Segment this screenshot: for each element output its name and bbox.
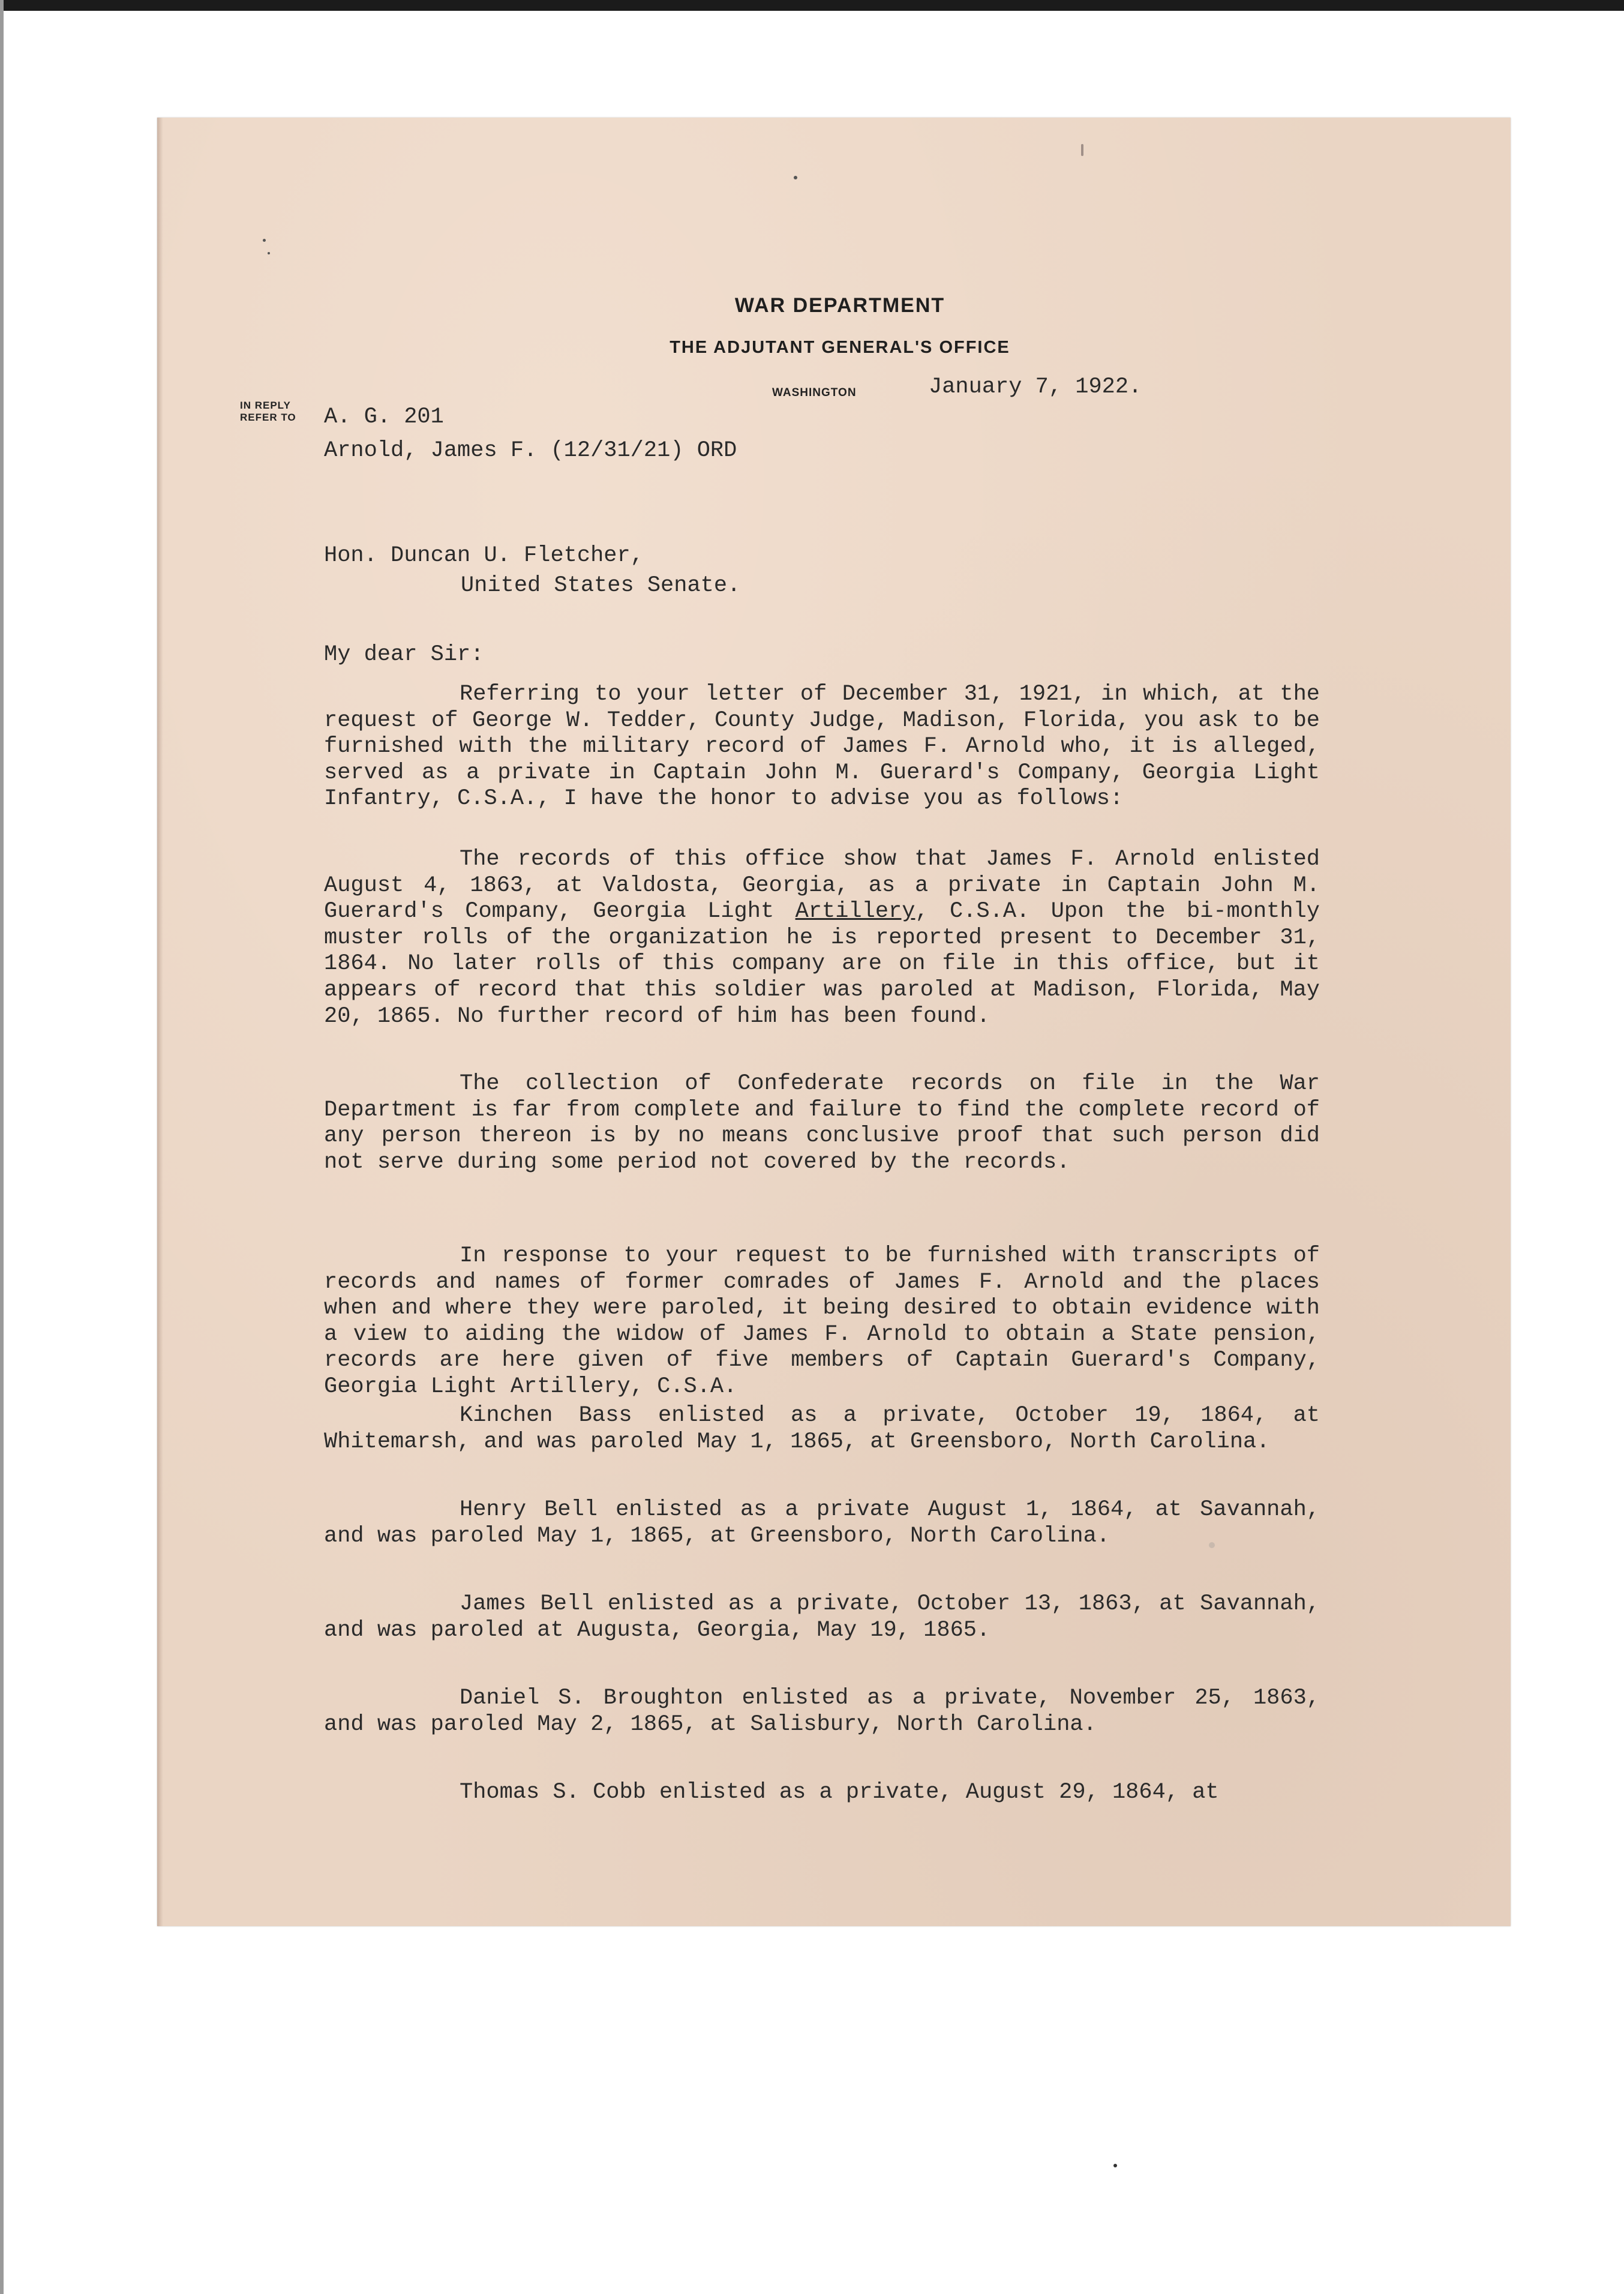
letterhead-city: WASHINGTON [772,386,857,399]
scan-top-border [0,0,1624,11]
paper-mark [1081,144,1083,156]
paragraph-5 [324,1403,1320,1455]
reference-subject: Arnold, James F. (12/31/21) ORD [324,438,737,463]
paragraph-1-text: Referring to your letter of December 31, 1921, in which, at the request of George W. Tedder, County Judge, Madison, Florida, you ask to be furnished with the military record of James F. Arnold who, it is alleged, served as a private in Captain John M. Guerard's Company, Georgia Light Infantry, C.S.A., I have the honor to advise you as follows: [324,682,1320,812]
addressee-name: Hon. Duncan U. Fletcher, [324,543,644,568]
letterhead-office: THE ADJUTANT GENERAL'S OFFICE [670,338,1010,357]
paragraph-3 [324,1071,1320,1176]
paragraph-8-text: Daniel S. Broughton enlisted as a private, November 25, 1863, and was paroled May 2, 1865, at Salisbury, North Carolina. [324,1686,1320,1737]
paragraph-4-text: In response to your request to be furnished with transcripts of records and names of former comrades of James F. Arnold and the places when and where they were paroled, it being desired to obtain evidence with a view to aiding the widow of James F. Arnold to obtain a State pension, records are here given of five members of Captain Guerard's Company, Georgia Light Artillery, C.S.A. [324,1243,1320,1399]
paper-speck [268,252,270,254]
paragraph-2 [324,847,1320,1030]
paper-speck [794,176,797,179]
paragraph-6-text: Henry Bell enlisted as a private August 1, 1864, at Savannah, and was paroled May 1, 1865, at Greensboro, North Carolina. [324,1497,1320,1549]
paragraph-3-text: The collection of Confederate records on file in the War Department is far from complete and failure to find the complete record of any person thereon is by no means conclusive proof that such person did not serve during some period not covered by the records. [324,1071,1320,1175]
paragraph-6 [324,1497,1320,1549]
page-speck [1113,2164,1117,2167]
reference-number: A. G. 201 [324,404,444,430]
paragraph-2-text: The records of this office show that James F. Arnold enlisted August 4, 1863, at Valdosta, Georgia, as a private in Captain John M. Guerard's Company, Georgia Light [324,847,1320,925]
paragraph-7 [324,1591,1320,1644]
salutation: My dear Sir: [324,642,484,667]
paper-left-shade [157,118,163,1926]
addressee-institution: United States Senate. [461,573,741,598]
paragraph-8 [324,1686,1320,1738]
refer-label-refer-to: REFER TO [240,412,296,423]
paragraph-1 [324,682,1320,812]
paper-speck [263,239,266,242]
paragraph-2-underlined-word: Artillery [795,899,915,925]
paragraph-7-text: James Bell enlisted as a private, October 13, 1863, at Savannah, and was paroled at Augusta, Georgia, May 19, 1865. [324,1591,1320,1643]
paragraph-4 [324,1243,1320,1401]
letter-date: January 7, 1922. [929,374,1142,400]
paragraph-9-text: Thomas S. Cobb enlisted as a private, August 29, 1864, at [460,1780,1219,1805]
letterhead-department: WAR DEPARTMENT [734,294,945,317]
paragraph-9 [324,1780,1320,1806]
refer-label-in-reply: IN REPLY [240,400,291,411]
paragraph-5-text: Kinchen Bass enlisted as a private, October 19, 1864, at Whitemarsh, and was paroled May 1, 1865, at Greensboro, North Carolina. [324,1403,1320,1455]
paragraph-2-rest: , C.S.A. Upon the bi-monthly muster rolls of the organization he is reported present to December 31, 1864. No later rolls of this company are on file in this office, but it appears of record that this soldier was paroled at Madison, Florida, May 20, 1865. No further record of him has been found. [324,899,1320,1029]
